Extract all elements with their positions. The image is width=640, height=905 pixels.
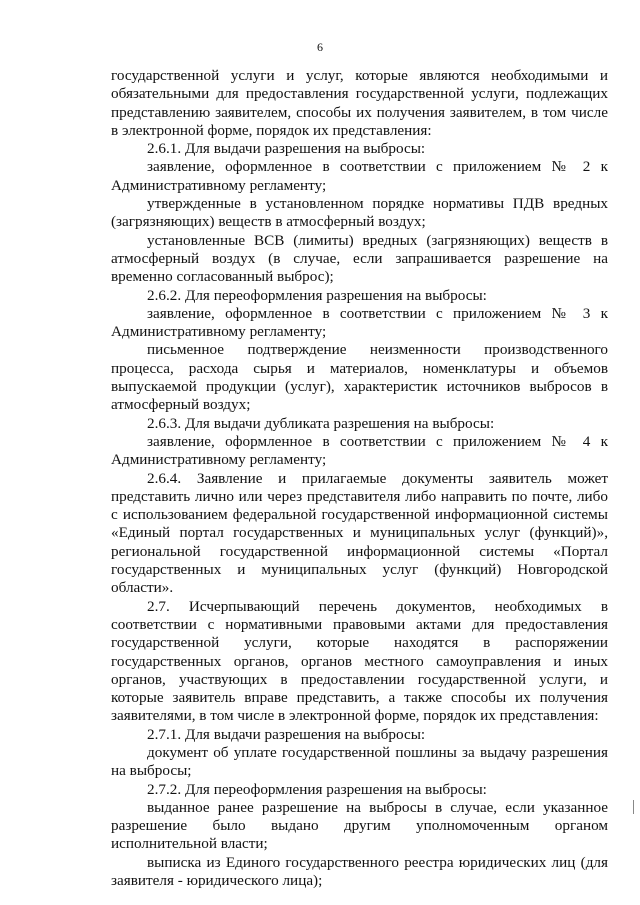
paragraph-application-annex-3: заявление, оформленное в соответствии с приложением № 3 к Административному регламенту; bbox=[111, 304, 608, 341]
scan-edge-mark bbox=[633, 800, 634, 814]
paragraph-continuation: государственной услуги и услуг, которые являются необходимыми и обязательными для предоставления государственной услуги, подлежащих представлению заявителем, способы их получения заявителем, в том числе в электронной форме, порядок их представления: bbox=[111, 67, 608, 139]
paragraph-previous-permit: выданное ранее разрешение на выбросы в случае, если указанное разрешение было выдано другим уполномоченным органом исполнительной власти; bbox=[111, 798, 608, 853]
paragraph-egrul-extract: выписка из Единого государственного реестра юридических лиц (для заявителя - юридического лица); bbox=[111, 853, 608, 890]
paragraph-section-2-6-4: 2.6.4. Заявление и прилагаемые документы заявитель может представить лично или через представителя либо направить по почте, либо с использованием федеральной государственной информационной системы «Единый портал государственных и муниципальных услуг (функций)», региональной государственной информационной системы «Портал государственных и муниципальных услуг (функций) Новгородской области». bbox=[111, 469, 608, 597]
paragraph-section-2-6-1-heading: 2.6.1. Для выдачи разрешения на выбросы: bbox=[147, 140, 426, 158]
document-body bbox=[111, 67, 608, 890]
paragraph-section-2-7-1-heading: 2.7.1. Для выдачи разрешения на выбросы: bbox=[147, 725, 426, 743]
page-number: 6 bbox=[317, 40, 323, 54]
paragraph-application-annex-2: заявление, оформленное в соответствии с приложением № 2 к Административному регламенту; bbox=[111, 158, 608, 194]
paragraph-pdv-standards: утвержденные в установленном порядке нормативы ПДВ вредных (загрязняющих) веществ в атмосферный воздух; bbox=[111, 195, 608, 231]
paragraph-application-annex-4: заявление, оформленное в соответствии с приложением № 4 к Административному регламенту; bbox=[111, 432, 608, 469]
paragraph-section-2-7: 2.7. Исчерпывающий перечень документов, необходимых в соответствии с нормативными правовыми актами для предоставления государственной услуги, которые находятся в распоряжении государственных органов, органов местного самоуправления и иных органов, участвующих в предоставлении государственной услуги, и которые заявитель вправе представить, а также способы их получения заявителями, в том числе в электронной форме, порядок их представления: bbox=[111, 597, 608, 725]
paragraph-written-confirmation: письменное подтверждение неизменности производственного процесса, расхода сырья и материалов, номенклатуры и объемов выпускаемой продукции (услуг), характеристик источников выбросов в атмосферный воздух; bbox=[111, 341, 608, 414]
paragraph-section-2-7-2-heading: 2.7.2. Для переоформления разрешения на выбросы: bbox=[147, 780, 487, 798]
paragraph-section-2-6-2-heading: 2.6.2. Для переоформления разрешения на выбросы: bbox=[147, 286, 487, 304]
paragraph-vsv-limits: установленные ВСВ (лимиты) вредных (загрязняющих) веществ в атмосферный воздух (в случае, если запрашивается разрешение на временно согласованный выброс); bbox=[111, 231, 608, 286]
paragraph-section-2-6-3-heading: 2.6.3. Для выдачи дубликата разрешения на выбросы: bbox=[147, 414, 495, 432]
paragraph-state-fee-document: документ об уплате государственной пошлины за выдачу разрешения на выбросы; bbox=[111, 743, 608, 780]
